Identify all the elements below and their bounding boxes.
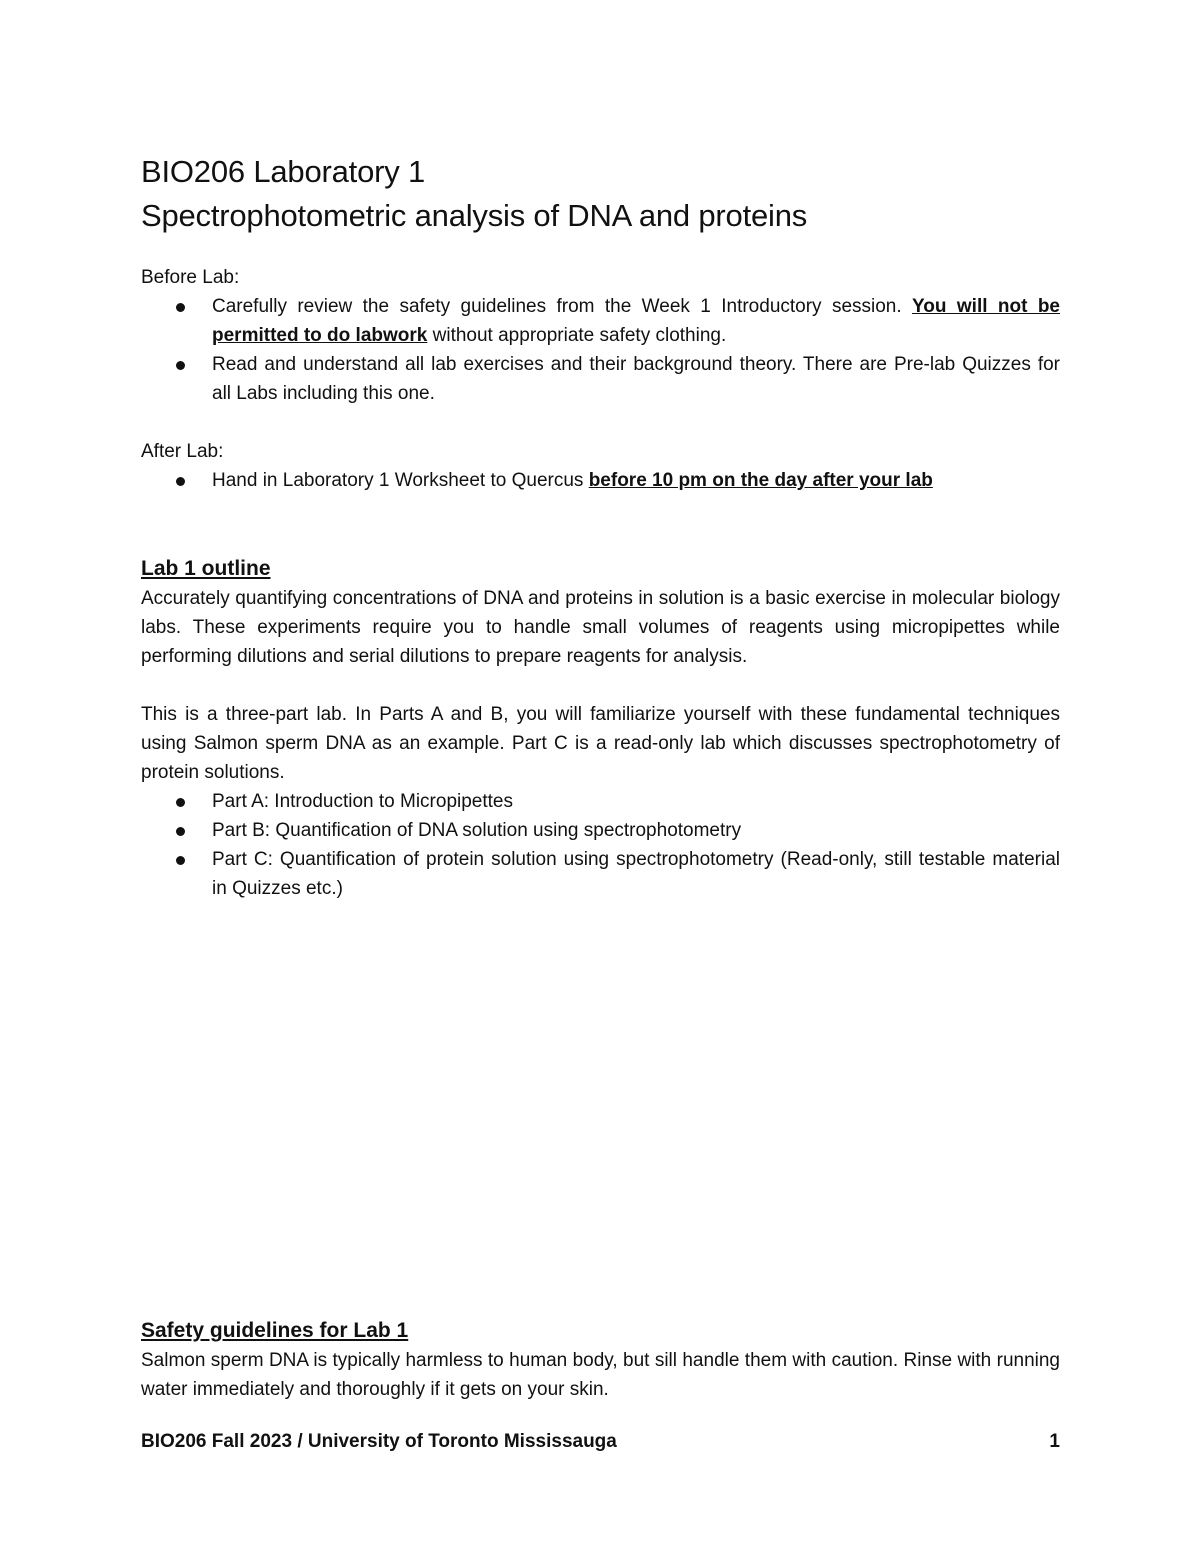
list-item: Read and understand all lab exercises and their background theory. There are Pre-lab Quizzes for all Labs including this one. (141, 350, 1060, 408)
lab-parts-list (141, 787, 1060, 903)
list-item: Hand in Laboratory 1 Worksheet to Quercus before 10 pm on the day after your lab (141, 466, 1060, 495)
list-item: Part B: Quantification of DNA solution using spectrophotometry (141, 816, 1060, 845)
deadline-text: before 10 pm on the day after your lab (588, 470, 933, 491)
after-lab-section (141, 437, 1060, 495)
document-subtitle: Spectrophotometric analysis of DNA and proteins (141, 198, 808, 233)
page-content (141, 150, 1060, 903)
before-lab-label: Before Lab: (141, 267, 240, 288)
safety-section (141, 1316, 1060, 1404)
page-footer (141, 1428, 1060, 1456)
outline-section (141, 554, 1060, 903)
safety-paragraph: Salmon sperm DNA is typically harmless to human body, but sill handle them with caution. Rinse with running water immediately and thoroughly if it gets on your skin. (141, 1350, 1060, 1400)
outline-heading: Lab 1 outline (141, 557, 271, 580)
after-lab-label: After Lab: (141, 441, 224, 462)
after-lab-list (141, 466, 1060, 495)
list-item: Carefully review the safety guidelines from the Week 1 Introductory session. You will not be permitted to do labwork without appropriate safety clothing. (141, 292, 1060, 350)
before-lab-list (141, 292, 1060, 408)
list-item: Part C: Quantification of protein solution using spectrophotometry (Read-only, still testable material in Quizzes etc.) (141, 845, 1060, 903)
page-number: 1 (1049, 1431, 1060, 1452)
before-lab-section (141, 263, 1060, 408)
list-item: Part A: Introduction to Micropipettes (141, 787, 1060, 816)
outline-paragraph: This is a three-part lab. In Parts A and B, you will familiarize yourself with these fundamental techniques using Salmon sperm DNA as an example. Part C is a read-only lab which discusses spectrophotometry of protein solutions. (141, 704, 1060, 783)
safety-warning: You will not be permitted to do labwork (212, 296, 1060, 346)
safety-heading: Safety guidelines for Lab 1 (141, 1319, 409, 1342)
outline-paragraph: Accurately quantifying concentrations of DNA and proteins in solution is a basic exercise in molecular biology labs. These experiments require you to handle small volumes of reagents using micropipettes while performing dilutions and serial dilutions to prepare reagents for analysis. (141, 588, 1060, 667)
document-title: BIO206 Laboratory 1 (141, 154, 425, 189)
footer-course-info: BIO206 Fall 2023 / University of Toronto Mississauga (141, 1431, 617, 1452)
